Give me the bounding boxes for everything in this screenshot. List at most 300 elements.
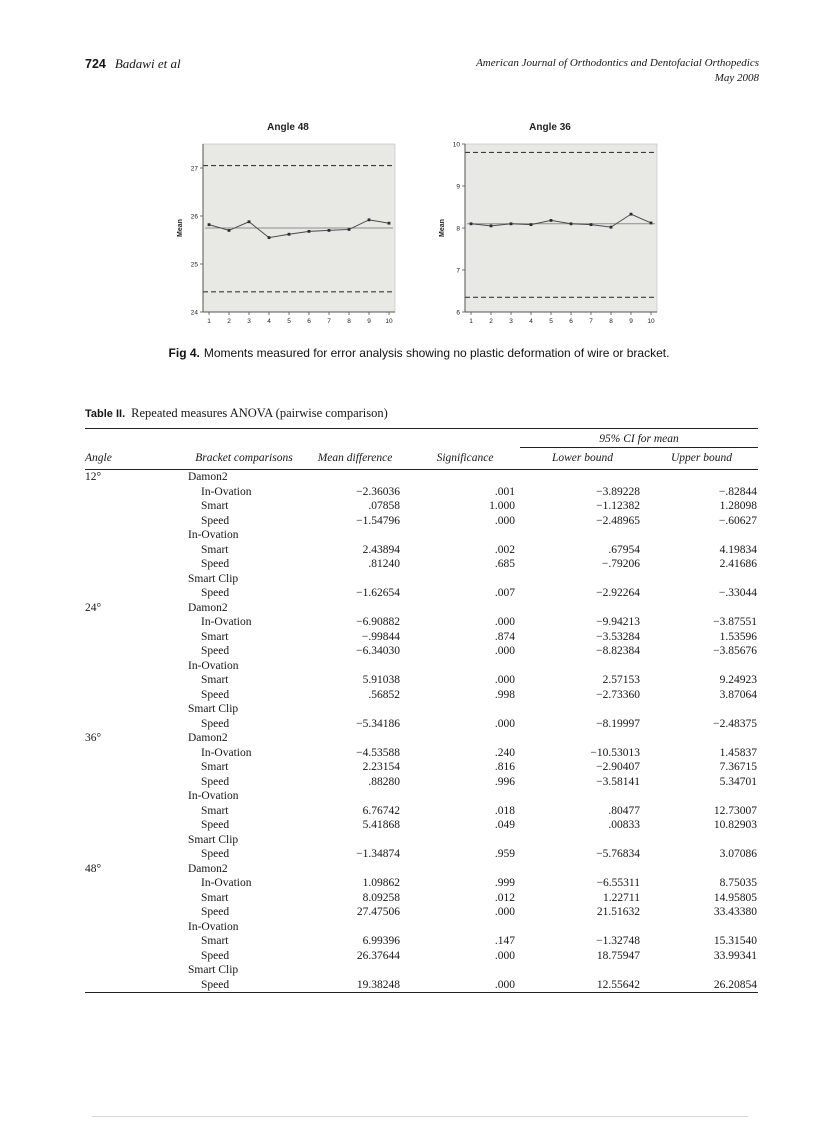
lower-bound-cell: −1.32748 — [596, 935, 640, 947]
angle-cell — [85, 760, 188, 775]
table-2-section — [85, 406, 758, 993]
svg-text:5: 5 — [549, 318, 553, 325]
bracket-cell: Smart — [201, 761, 229, 773]
angle-cell — [85, 673, 188, 688]
significance-cell: .002 — [494, 543, 515, 556]
running-head-right — [476, 56, 759, 85]
lower-bound-cell: −1.12382 — [596, 500, 640, 512]
angle-cell: 48° — [85, 862, 102, 875]
mean-difference-cell: 5.91038 — [362, 674, 400, 686]
upper-bound-cell — [645, 963, 758, 978]
table-row — [85, 485, 758, 500]
significance-cell: .998 — [494, 688, 515, 701]
bracket-cell: Smart — [201, 543, 229, 556]
svg-text:1: 1 — [469, 318, 473, 325]
mean-difference-cell: 5.41868 — [362, 819, 400, 831]
table-row — [85, 673, 758, 688]
bracket-cell: Damon2 — [188, 601, 228, 614]
upper-bound-cell: 15.31540 — [713, 935, 758, 947]
lower-bound-cell: 18.75947 — [596, 949, 640, 962]
angle-cell — [85, 876, 188, 891]
lower-bound-cell: −3.89228 — [596, 485, 640, 498]
mean-difference-cell: −1.62654 — [356, 587, 400, 599]
running-head-left — [85, 56, 181, 72]
lower-bound-cell: 2.57153 — [602, 674, 640, 686]
table-row — [85, 557, 758, 572]
mean-difference-cell: 2.43894 — [362, 543, 400, 556]
angle-cell — [85, 746, 188, 761]
upper-bound-cell: 10.82903 — [713, 819, 758, 831]
table-row — [85, 688, 758, 703]
angle-cell — [85, 934, 188, 949]
svg-text:7: 7 — [456, 267, 460, 275]
figure-caption-label: Fig 4. — [168, 346, 200, 360]
figure-caption — [0, 346, 838, 360]
bracket-cell: Speed — [201, 645, 230, 657]
mean-difference-cell: .88280 — [368, 775, 400, 788]
table-row — [85, 789, 758, 804]
angle-cell — [85, 818, 188, 833]
mean-difference-cell: −1.34874 — [356, 848, 400, 860]
bracket-cell: In-Ovation — [201, 746, 252, 759]
significance-cell — [410, 659, 520, 674]
svg-text:4: 4 — [529, 318, 533, 325]
bracket-cell: In-Ovation — [188, 920, 239, 933]
angle-cell — [85, 615, 188, 630]
svg-text:25: 25 — [190, 261, 198, 269]
upper-bound-cell — [645, 731, 758, 746]
significance-cell: .999 — [494, 877, 515, 889]
figure-caption-text: Moments measured for error analysis showing no plastic deformation of wire or bracket. — [203, 346, 670, 360]
upper-bound-cell — [645, 702, 758, 717]
lower-bound-cell: −2.48965 — [596, 514, 640, 527]
upper-bound-cell: 9.24923 — [719, 674, 758, 686]
lower-bound-cell: .00833 — [608, 819, 640, 831]
lower-bound-cell — [520, 528, 645, 543]
angle-cell — [85, 702, 188, 717]
mean-difference-cell — [300, 731, 410, 746]
svg-text:10: 10 — [647, 318, 655, 325]
significance-cell: .049 — [494, 819, 515, 831]
upper-bound-cell: 1.45837 — [719, 746, 758, 759]
table-row — [85, 905, 758, 920]
table-caption: Repeated measures ANOVA (pairwise comparison) — [131, 406, 388, 420]
chart-canvas-angle-48 — [173, 136, 403, 332]
lower-bound-cell: −.79206 — [601, 558, 640, 570]
svg-text:6: 6 — [569, 318, 573, 325]
mean-difference-cell: 26.37644 — [356, 949, 400, 962]
bracket-cell: Damon2 — [188, 732, 228, 744]
svg-text:1: 1 — [207, 318, 211, 325]
mean-difference-cell: 27.47506 — [356, 906, 400, 918]
table-row — [85, 499, 758, 514]
upper-bound-cell: 2.41686 — [719, 558, 758, 570]
running-authors: Badawi et al — [114, 56, 181, 71]
svg-text:8: 8 — [347, 318, 351, 325]
bracket-cell: Speed — [201, 514, 230, 527]
significance-cell — [410, 528, 520, 543]
mean-difference-cell: 1.09862 — [362, 877, 400, 889]
upper-bound-cell: 33.99341 — [713, 949, 758, 962]
mean-difference-cell: 8.09258 — [362, 891, 400, 904]
angle-cell — [85, 499, 188, 514]
mean-difference-cell: 19.38248 — [356, 978, 400, 991]
significance-cell — [410, 731, 520, 746]
column-header-bracket-comparisons: Bracket comparisons — [188, 448, 300, 470]
significance-cell: .874 — [494, 630, 515, 643]
table-row — [85, 934, 758, 949]
mean-difference-cell: −2.36036 — [356, 485, 400, 498]
lower-bound-cell — [520, 862, 645, 877]
upper-bound-cell: 7.36715 — [719, 761, 758, 773]
upper-bound-cell — [645, 833, 758, 848]
significance-cell — [410, 789, 520, 804]
angle-cell — [85, 557, 188, 572]
significance-cell — [410, 833, 520, 848]
lower-bound-cell: −10.53013 — [590, 746, 640, 759]
lower-bound-cell: −8.19997 — [596, 717, 640, 730]
issue-date: May 2008 — [714, 71, 759, 84]
angle-cell — [85, 644, 188, 659]
table-row — [85, 920, 758, 935]
column-header-upper-bound: Upper bound — [645, 448, 758, 470]
angle-cell — [85, 717, 188, 732]
significance-cell: .959 — [494, 848, 515, 860]
lower-bound-cell: −2.90407 — [596, 761, 640, 773]
svg-text:2: 2 — [227, 318, 231, 325]
table-row — [85, 949, 758, 964]
significance-cell: .012 — [494, 891, 515, 904]
table-row — [85, 543, 758, 558]
bracket-cell: Damon2 — [188, 471, 228, 483]
chart-angle-36 — [435, 122, 665, 332]
svg-text:7: 7 — [327, 318, 331, 325]
lower-bound-cell — [520, 572, 645, 587]
anova-table — [85, 428, 758, 993]
mean-difference-cell — [300, 702, 410, 717]
mean-difference-cell — [300, 572, 410, 587]
svg-text:2: 2 — [489, 318, 493, 325]
significance-cell: .000 — [494, 906, 515, 918]
upper-bound-cell: 14.95805 — [713, 891, 758, 904]
significance-cell: .007 — [494, 587, 515, 599]
svg-text:7: 7 — [589, 318, 593, 325]
significance-cell: .000 — [494, 674, 515, 686]
page-number: 724 — [85, 57, 106, 71]
bracket-cell: Speed — [201, 717, 230, 730]
lower-bound-cell — [520, 470, 645, 485]
mean-difference-cell — [300, 470, 410, 485]
svg-text:Mean: Mean — [439, 219, 446, 237]
bracket-cell: Speed — [201, 906, 230, 918]
page-bottom-edge — [92, 1116, 748, 1117]
bracket-cell: Smart — [201, 891, 229, 904]
table-row — [85, 804, 758, 819]
table-row — [85, 528, 758, 543]
upper-bound-cell: 1.53596 — [719, 630, 758, 643]
bracket-cell: Smart Clip — [188, 964, 239, 976]
table-row — [85, 847, 758, 862]
mean-difference-cell: 2.23154 — [362, 761, 400, 773]
lower-bound-cell: −3.58141 — [596, 775, 640, 788]
mean-difference-cell — [300, 528, 410, 543]
bracket-cell: Speed — [201, 978, 230, 991]
bracket-cell: In-Ovation — [201, 877, 252, 889]
svg-text:5: 5 — [287, 318, 291, 325]
bracket-cell: Speed — [201, 558, 230, 570]
lower-bound-cell: −9.94213 — [596, 616, 640, 628]
lower-bound-cell — [520, 702, 645, 717]
table-label: Table II. — [85, 408, 126, 420]
table-title — [85, 406, 758, 421]
lower-bound-cell: 12.55642 — [596, 978, 640, 991]
chart-title-angle-48: Angle 48 — [267, 122, 309, 133]
charts-row — [0, 122, 838, 332]
page-header — [85, 56, 759, 85]
column-header-angle: Angle — [85, 448, 188, 470]
ci-header-row — [85, 429, 758, 448]
table-row — [85, 746, 758, 761]
angle-cell — [85, 891, 188, 906]
mean-difference-cell — [300, 963, 410, 978]
significance-cell: .996 — [494, 775, 515, 788]
upper-bound-cell: −.82844 — [718, 485, 758, 498]
mean-difference-cell — [300, 601, 410, 616]
angle-cell — [85, 789, 188, 804]
lower-bound-cell — [520, 601, 645, 616]
lower-bound-cell — [520, 920, 645, 935]
upper-bound-cell: 3.07086 — [719, 848, 758, 860]
table-row — [85, 630, 758, 645]
bracket-cell: Smart — [201, 630, 229, 643]
mean-difference-cell: 6.99396 — [362, 935, 400, 947]
mean-difference-cell: −1.54796 — [356, 514, 400, 527]
mean-difference-cell — [300, 862, 410, 877]
bracket-cell: Speed — [201, 819, 230, 831]
bracket-cell: Smart — [201, 935, 229, 947]
significance-cell: .816 — [494, 761, 515, 773]
bracket-cell: In-Ovation — [188, 659, 239, 672]
angle-cell — [85, 586, 188, 601]
angle-cell — [85, 572, 188, 587]
angle-cell — [85, 905, 188, 920]
mean-difference-cell — [300, 833, 410, 848]
upper-bound-cell: 3.87064 — [719, 688, 758, 701]
significance-cell — [410, 963, 520, 978]
lower-bound-cell: −2.73360 — [596, 688, 640, 701]
mean-difference-cell — [300, 659, 410, 674]
bracket-cell: Smart — [201, 500, 229, 512]
svg-text:6: 6 — [456, 309, 460, 317]
bracket-cell: Damon2 — [188, 862, 228, 875]
angle-cell: 36° — [85, 732, 102, 744]
mean-difference-cell: −5.34186 — [356, 717, 400, 730]
significance-cell — [410, 572, 520, 587]
svg-text:3: 3 — [247, 318, 251, 325]
column-header-row — [85, 448, 758, 470]
svg-text:3: 3 — [509, 318, 513, 325]
significance-cell: .000 — [494, 616, 515, 628]
table-row — [85, 470, 758, 485]
angle-cell — [85, 978, 188, 993]
table-row — [85, 891, 758, 906]
angle-cell — [85, 485, 188, 500]
mean-difference-cell: −4.53588 — [356, 746, 400, 759]
angle-cell — [85, 528, 188, 543]
bracket-cell: Speed — [201, 949, 230, 962]
bracket-cell: Speed — [201, 848, 230, 860]
upper-bound-cell — [645, 572, 758, 587]
mean-difference-cell: −.99844 — [361, 630, 400, 643]
anova-table-body — [85, 470, 758, 993]
table-row — [85, 978, 758, 993]
angle-cell — [85, 963, 188, 978]
mean-difference-cell: 6.76742 — [362, 804, 400, 817]
column-header-significance: Significance — [410, 448, 520, 470]
svg-text:24: 24 — [190, 309, 198, 317]
lower-bound-cell: −2.92264 — [596, 587, 640, 599]
table-row — [85, 717, 758, 732]
chart-title-angle-36: Angle 36 — [529, 122, 571, 133]
significance-cell: .000 — [494, 978, 515, 991]
significance-cell — [410, 601, 520, 616]
lower-bound-cell: −6.55311 — [596, 877, 640, 889]
upper-bound-cell: 1.28098 — [719, 500, 758, 512]
upper-bound-cell: −2.48375 — [713, 717, 758, 730]
column-header-mean-difference: Mean difference — [300, 448, 410, 470]
upper-bound-cell — [645, 601, 758, 616]
significance-cell: .685 — [494, 558, 515, 570]
table-row — [85, 731, 758, 746]
table-row — [85, 572, 758, 587]
table-row — [85, 876, 758, 891]
angle-cell — [85, 847, 188, 862]
upper-bound-cell — [645, 920, 758, 935]
lower-bound-cell: 21.51632 — [596, 906, 640, 918]
table-row — [85, 963, 758, 978]
svg-text:Mean: Mean — [177, 219, 184, 237]
significance-cell — [410, 862, 520, 877]
upper-bound-cell: −3.85676 — [713, 645, 758, 657]
table-row — [85, 514, 758, 529]
angle-cell — [85, 688, 188, 703]
angle-cell: 12° — [85, 471, 102, 483]
lower-bound-cell: −5.76834 — [596, 848, 640, 860]
angle-cell — [85, 659, 188, 674]
mean-difference-cell — [300, 789, 410, 804]
significance-cell: .000 — [494, 949, 515, 962]
table-row — [85, 659, 758, 674]
table-row — [85, 775, 758, 790]
ci-header: 95% CI for mean — [520, 429, 758, 448]
upper-bound-cell — [645, 470, 758, 485]
table-row — [85, 760, 758, 775]
significance-cell: .000 — [494, 645, 515, 657]
svg-text:8: 8 — [609, 318, 613, 325]
lower-bound-cell — [520, 963, 645, 978]
svg-text:9: 9 — [367, 318, 371, 325]
bracket-cell: In-Ovation — [201, 616, 252, 628]
bracket-cell: Smart — [201, 674, 229, 686]
angle-cell: 24° — [85, 601, 102, 614]
bracket-cell: Speed — [201, 587, 230, 599]
svg-text:10: 10 — [452, 141, 460, 149]
table-row — [85, 644, 758, 659]
svg-text:4: 4 — [267, 318, 271, 325]
lower-bound-cell: −3.53284 — [596, 630, 640, 643]
chart-canvas-angle-36 — [435, 136, 665, 332]
upper-bound-cell: 12.73007 — [713, 804, 758, 817]
table-row — [85, 615, 758, 630]
mean-difference-cell: .07858 — [368, 500, 400, 512]
angle-cell — [85, 543, 188, 558]
svg-text:6: 6 — [307, 318, 311, 325]
lower-bound-cell: 1.22711 — [603, 891, 640, 904]
mean-difference-cell — [300, 920, 410, 935]
lower-bound-cell — [520, 833, 645, 848]
bracket-cell: Speed — [201, 775, 230, 788]
ci-spacer — [85, 429, 520, 448]
table-row — [85, 601, 758, 616]
journal-name: American Journal of Orthodontics and Dentofacial Orthopedics — [476, 57, 759, 69]
mean-difference-cell: −6.90882 — [356, 616, 400, 628]
upper-bound-cell: 33.43380 — [713, 906, 758, 918]
bracket-cell: In-Ovation — [188, 529, 239, 541]
lower-bound-cell — [520, 659, 645, 674]
svg-text:26: 26 — [190, 213, 198, 221]
table-row — [85, 818, 758, 833]
lower-bound-cell: −8.82384 — [596, 645, 640, 657]
upper-bound-cell: 4.19834 — [719, 543, 758, 556]
bracket-cell: Smart — [201, 804, 229, 817]
significance-cell: .001 — [494, 485, 515, 498]
bracket-cell: Smart Clip — [188, 833, 239, 846]
svg-text:8: 8 — [456, 225, 460, 233]
mean-difference-cell: −6.34030 — [356, 645, 400, 657]
bracket-cell: In-Ovation — [201, 485, 252, 498]
column-header-lower-bound: Lower bound — [520, 448, 645, 470]
angle-cell — [85, 804, 188, 819]
upper-bound-cell: −3.87551 — [713, 616, 758, 628]
upper-bound-cell — [645, 659, 758, 674]
upper-bound-cell — [645, 789, 758, 804]
bracket-cell: Smart Clip — [188, 703, 239, 715]
lower-bound-cell: .80477 — [608, 804, 640, 817]
mean-difference-cell: .56852 — [368, 688, 400, 701]
significance-cell: .018 — [494, 804, 515, 817]
angle-cell — [85, 514, 188, 529]
svg-text:9: 9 — [456, 183, 460, 191]
angle-cell — [85, 630, 188, 645]
chart-angle-48 — [173, 122, 403, 332]
significance-cell — [410, 702, 520, 717]
svg-text:9: 9 — [629, 318, 633, 325]
svg-text:27: 27 — [190, 165, 198, 173]
significance-cell: 1.000 — [489, 500, 515, 512]
significance-cell: .000 — [494, 514, 515, 527]
upper-bound-cell: 5.34701 — [719, 775, 758, 788]
table-row — [85, 702, 758, 717]
significance-cell — [410, 470, 520, 485]
angle-cell — [85, 949, 188, 964]
significance-cell: .000 — [494, 717, 515, 730]
upper-bound-cell: 26.20854 — [713, 978, 758, 991]
mean-difference-cell: .81240 — [368, 558, 400, 570]
table-row — [85, 833, 758, 848]
angle-cell — [85, 920, 188, 935]
table-row — [85, 586, 758, 601]
upper-bound-cell: −.33044 — [718, 587, 758, 599]
